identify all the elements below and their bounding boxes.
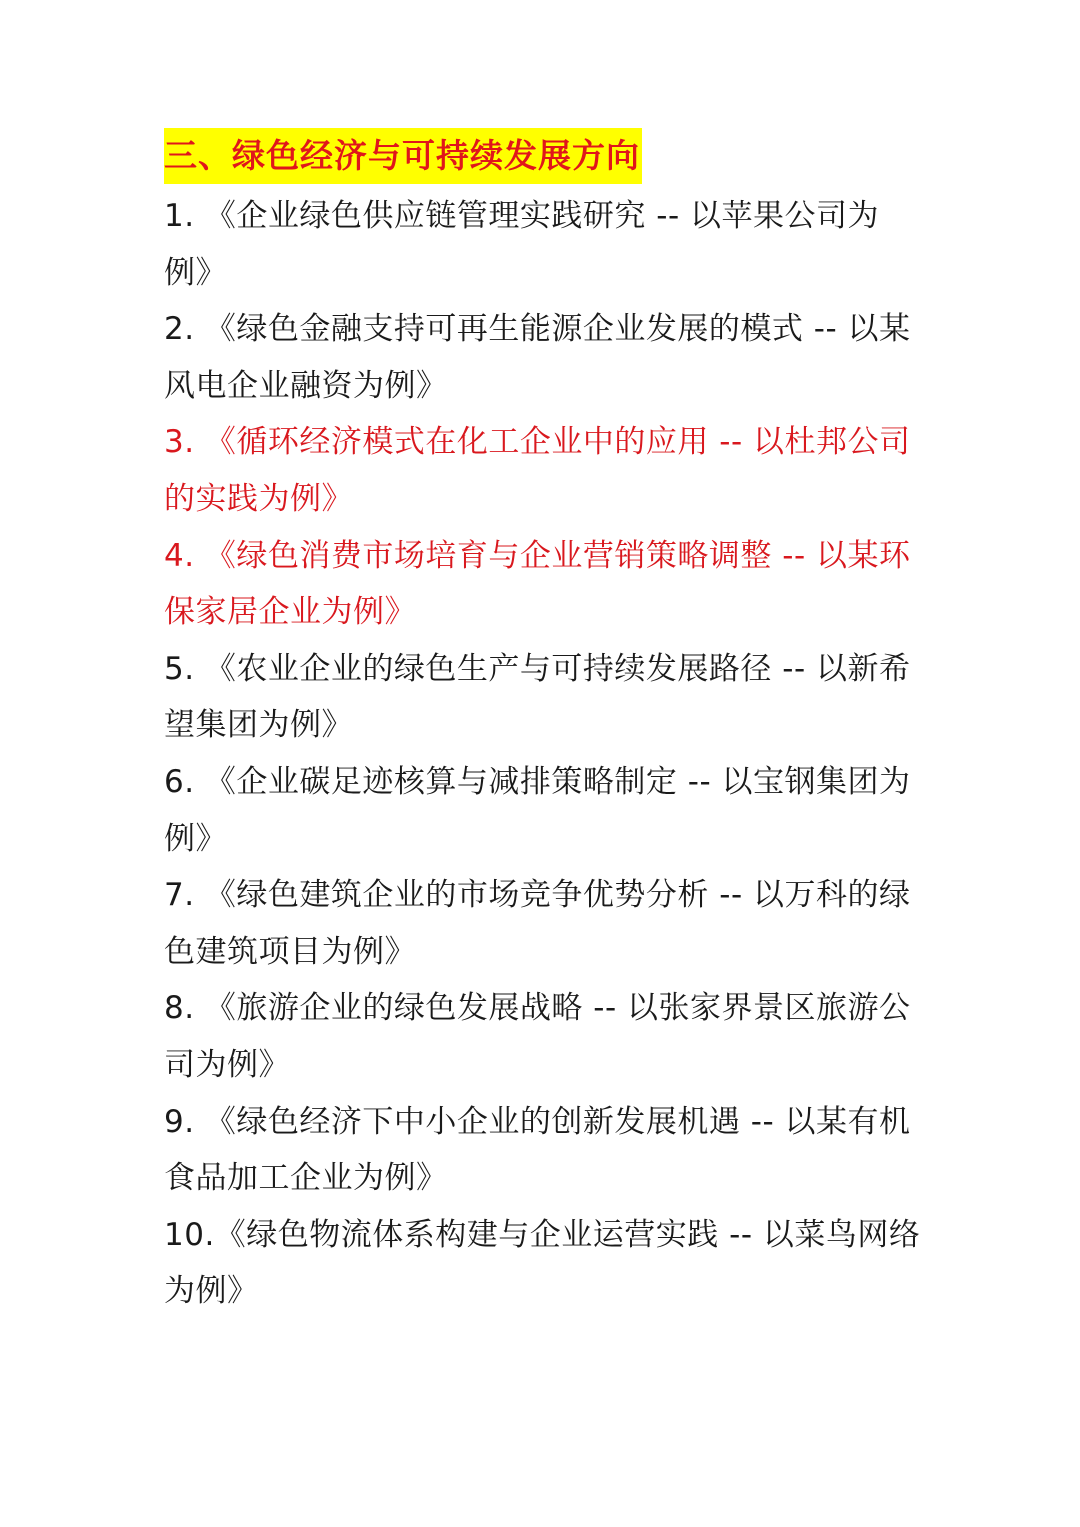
topic-item: 1. 《企业绿色供应链管理实践研究 -- 以苹果公司为例》 — [164, 198, 880, 291]
topic-item: 10.《绿色物流体系构建与企业运营实践 -- 以菜鸟网络为例》 — [164, 1216, 921, 1310]
topic-list — [164, 188, 924, 1320]
document-page — [164, 128, 924, 1320]
topic-item: 8. 《旅游企业的绿色发展战略 -- 以张家界景区旅游公司为例》 — [164, 990, 911, 1083]
section-heading: 三、绿色经济与可持续发展方向 — [164, 128, 642, 184]
topic-item: 3. 《循环经济模式在化工企业中的应用 -- 以杜邦公司的实践为例》 — [164, 424, 911, 517]
topic-item: 7. 《绿色建筑企业的市场竞争优势分析 -- 以万科的绿色建筑项目为例》 — [164, 877, 911, 970]
topic-item: 5. 《农业企业的绿色生产与可持续发展路径 -- 以新希望集团为例》 — [164, 650, 911, 744]
topic-item: 2. 《绿色金融支持可再生能源企业发展的模式 -- 以某风电企业融资为例》 — [164, 311, 911, 404]
topic-item: 4. 《绿色消费市场培育与企业营销策略调整 -- 以某环保家居企业为例》 — [164, 537, 911, 631]
topic-item: 6. 《企业碳足迹核算与减排策略制定 -- 以宝钢集团为例》 — [164, 763, 911, 857]
topic-item: 9. 《绿色经济下中小企业的创新发展机遇 -- 以某有机食品加工企业为例》 — [164, 1103, 911, 1197]
